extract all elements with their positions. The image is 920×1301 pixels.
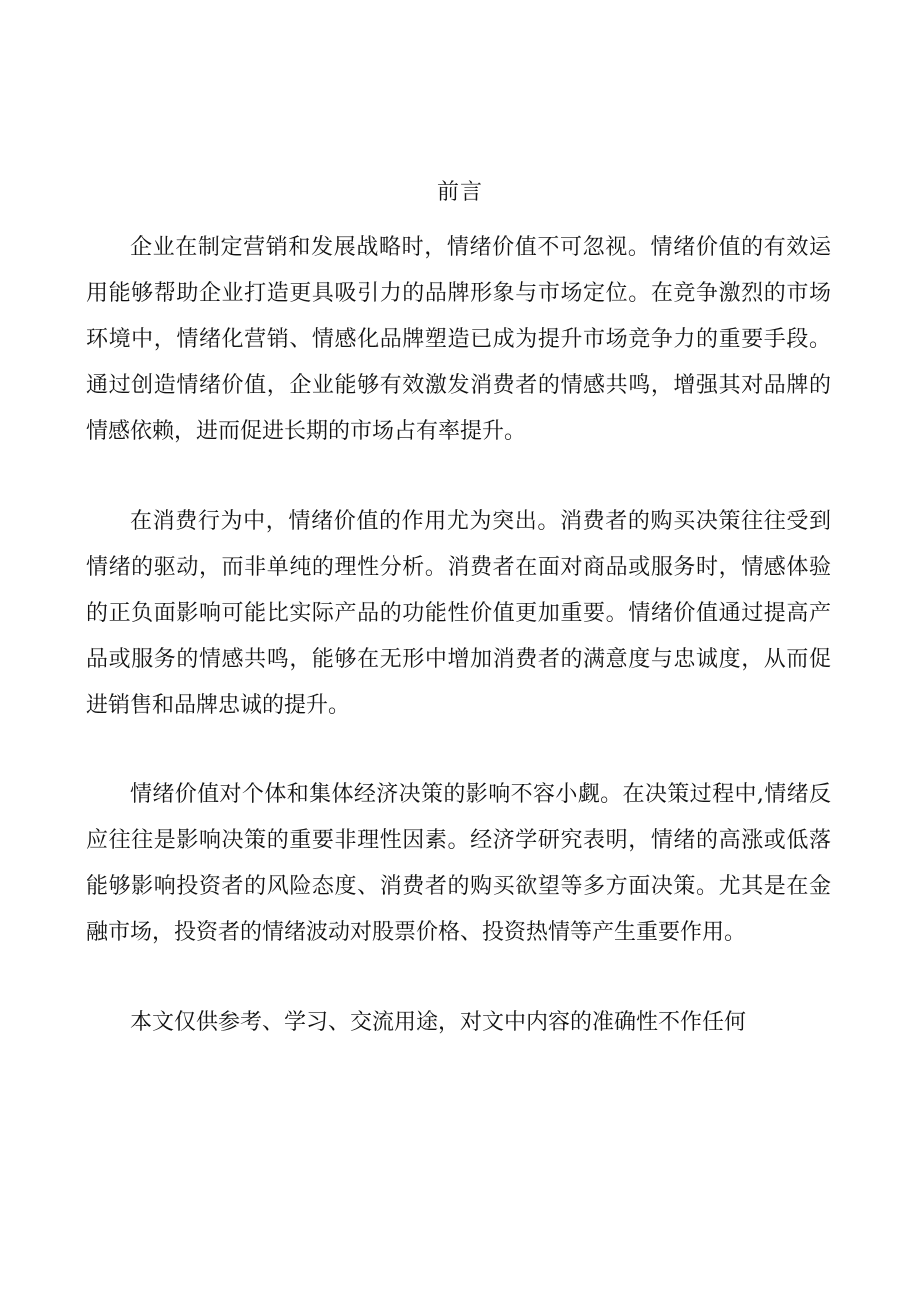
paragraph-3: 情绪价值对个体和集体经济决策的影响不容小觑。在决策过程中,情绪反应往往是影响决策的重要非理性因素。经济学研究表明，情绪的高涨或低落能够影响投资者的风险态度、消费者的购买欲望等多方面决策。尤其是在金融市场，投资者的情绪波动对股票价格、投资热情等产生重要作用。 — [86, 782, 831, 945]
paragraph-1: 企业在制定营销和发展战略时，情绪价值不可忽视。情绪价值的有效运用能够帮助企业打造更具吸引力的品牌形象与市场定位。在竞争激烈的市场环境中，情绪化营销、情感化品牌塑造已成为提升市场竞争力的重要手段。通过创造情绪价值，企业能够有效激发消费者的情感共鸣，增强其对品牌的情感依赖，进而促进长期的市场占有率提升。 — [86, 235, 831, 444]
paragraph-2: 在消费行为中，情绪价值的作用尤为突出。消费者的购买决策往往受到情绪的驱动，而非单纯的理性分析。消费者在面对商品或服务时，情感体验的正负面影响可能比实际产品的功能性价值更加重要。情绪价值通过提高产品或服务的情感共鸣，能够在无形中增加消费者的满意度与忠诚度，从而促进销售和品牌忠诚的提升。 — [86, 509, 831, 718]
paragraph-4: 本文仅供参考、学习、交流用途，对文中内容的准确性不作任何 — [130, 1010, 747, 1035]
page-title: 前言 — [436, 180, 483, 205]
